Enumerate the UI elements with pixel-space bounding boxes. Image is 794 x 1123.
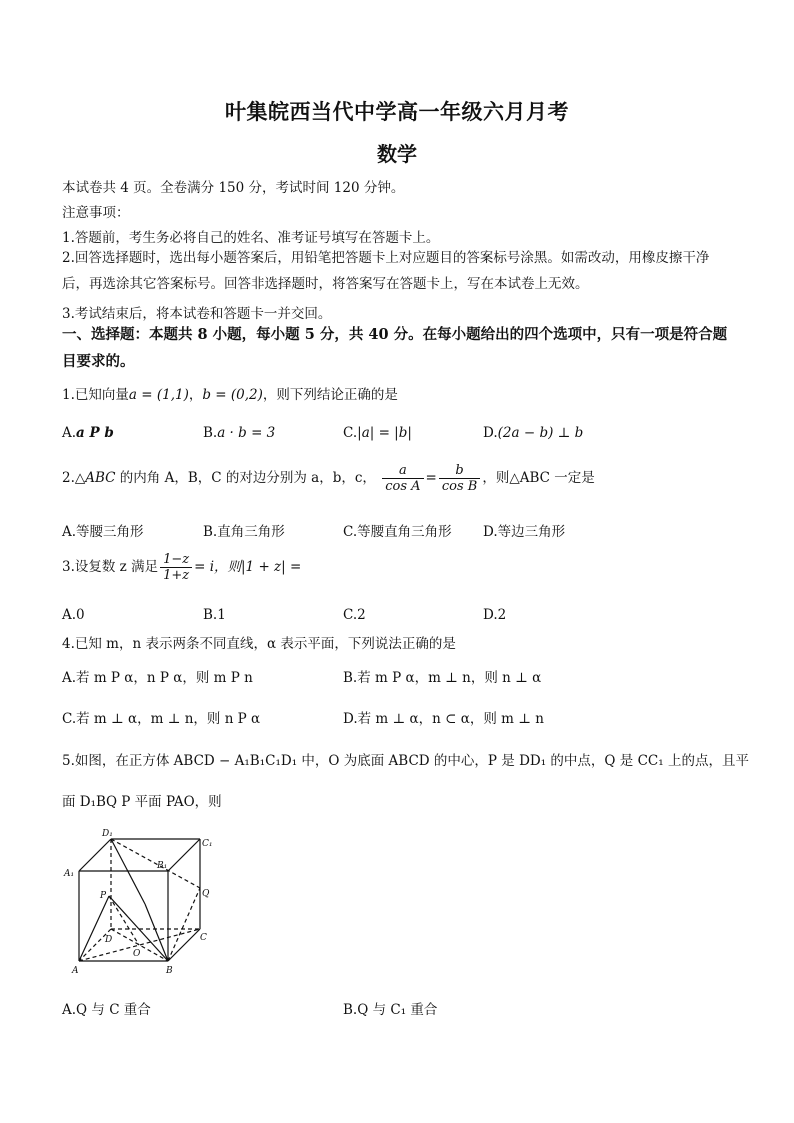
q1-option-a: A.a P b — [62, 425, 114, 441]
section-1-heading: 一、选择题：本题共 8 小题，每小题 5 分，共 40 分。在每小题给出的四个选项中，只有一项是符合题目要求的。 — [62, 326, 728, 370]
question-5-stem-line-1: 5.如图，在正方体 ABCD − A₁B₁C₁D₁ 中，O 为底面 ABCD 的中心，P 是 DD₁ 的中点，Q 是 CC₁ 上的点，且平 — [62, 753, 749, 769]
edge-A1-D1 — [79, 839, 111, 871]
label-B: B — [166, 966, 173, 976]
q3-option-a: A.0 — [62, 607, 85, 623]
q1-option-d: D.(2a − b) ⊥ b — [483, 425, 584, 441]
q3-option-c: C.2 — [343, 607, 366, 623]
q1-suffix: ，则下列结论正确的是 — [262, 387, 398, 403]
label-D: D — [105, 935, 113, 945]
cube-figure — [60, 826, 220, 978]
q1-vector-b: b = (0,2) — [202, 387, 263, 403]
label-D1: D₁ — [102, 829, 113, 839]
q4-option-b: B.若 m P α，m ⊥ n，则 n ⊥ α — [343, 670, 542, 686]
label-P: P — [100, 891, 107, 901]
question-4-stem: 4.已知 m，n 表示两条不同直线，α 表示平面，下列说法正确的是 — [62, 636, 456, 652]
question-2-stem: 2.△ABC 的内角 A，B，C 的对边分别为 a，b，c， $\frac{a}{\text{cos A}}$ = $\frac{b}{\text{cos B}}$ ，则△ABC 一定是 — [62, 463, 595, 494]
q5-option-a: A.Q 与 C 重合 — [62, 1002, 151, 1018]
label-C1: C₁ — [202, 839, 213, 849]
exam-subject: 数学 — [377, 142, 417, 166]
q2-option-a: A.等腰三角形 — [62, 524, 144, 540]
notice-item-1: 1.答题前，考生务必将自己的姓名、准考证号填写在答题卡上。 — [62, 230, 440, 246]
edge-P-A — [79, 896, 109, 961]
q4-option-d: D.若 m ⊥ α，n ⊂ α，则 m ⊥ n — [343, 711, 544, 727]
notice-item-2: 2.回答选择题时，选出每小题答案后，用铅笔把答题卡上对应题目的答案标号涂黑。如需改动，用橡皮擦干净后，再选涂其它答案标号。回答非选择题时，将答案写在答题卡上，写在本试卷上无效。 — [62, 250, 710, 292]
q1-sep: ， — [188, 387, 203, 403]
question-3-stem: 3.设复数 z 满足 $\frac{1-z}{1+z}$ = i，则|1 + z| = — [62, 552, 302, 583]
edge-B1-C1 — [168, 839, 200, 871]
q2-option-c: C.等腰直角三角形 — [343, 524, 452, 540]
question-1-stem — [62, 383, 398, 403]
q1-option-c: C.|a| = |b| — [343, 425, 412, 441]
q3-option-b: B.1 — [203, 607, 226, 623]
q5-option-b: B.Q 与 C₁ 重合 — [343, 1002, 438, 1018]
label-Q: Q — [202, 889, 210, 899]
q3-option-d: D.2 — [483, 607, 507, 623]
edge-D1-B-lower — [145, 904, 168, 961]
label-B1: B₁ — [157, 861, 168, 871]
q4-option-c: C.若 m ⊥ α，m ⊥ n，则 n P α — [62, 711, 261, 727]
q2-fraction-1: $\frac{a}{\text{cos A}}$ — [382, 463, 423, 494]
q4-option-a: A.若 m P α，n P α，则 m P n — [62, 670, 253, 686]
q2-fraction-2: $\frac{b}{\text{cos B}}$ — [439, 463, 480, 494]
notice-item-3: 3.考试结束后，将本试卷和答题卡一并交回。 — [62, 306, 332, 322]
notice-heading: 注意事项： — [62, 205, 130, 221]
q3-fraction: $\frac{1-z}{1+z}$ — [160, 552, 192, 583]
question-5-stem-line-2: 面 D₁BQ P 平面 PAO，则 — [62, 794, 222, 810]
q1-option-b: B.a · b = 3 — [203, 425, 276, 441]
label-A1: A₁ — [64, 869, 75, 879]
exam-intro: 本试卷共 4 页。全卷满分 150 分，考试时间 120 分钟。 — [62, 180, 405, 196]
edge-P-O — [109, 896, 139, 945]
q2-option-d: D.等边三角形 — [483, 524, 566, 540]
label-C: C — [200, 933, 207, 943]
label-O: O — [133, 949, 141, 959]
q1-vector-a: a = (1,1) — [128, 387, 189, 403]
q2-option-b: B.直角三角形 — [203, 524, 285, 540]
label-A: A — [72, 966, 79, 976]
exam-title: 叶集皖西当代中学高一年级六月月考 — [225, 99, 569, 124]
edge-B-Q — [168, 888, 200, 961]
q1-prefix: 1.已知向量 — [62, 387, 129, 403]
